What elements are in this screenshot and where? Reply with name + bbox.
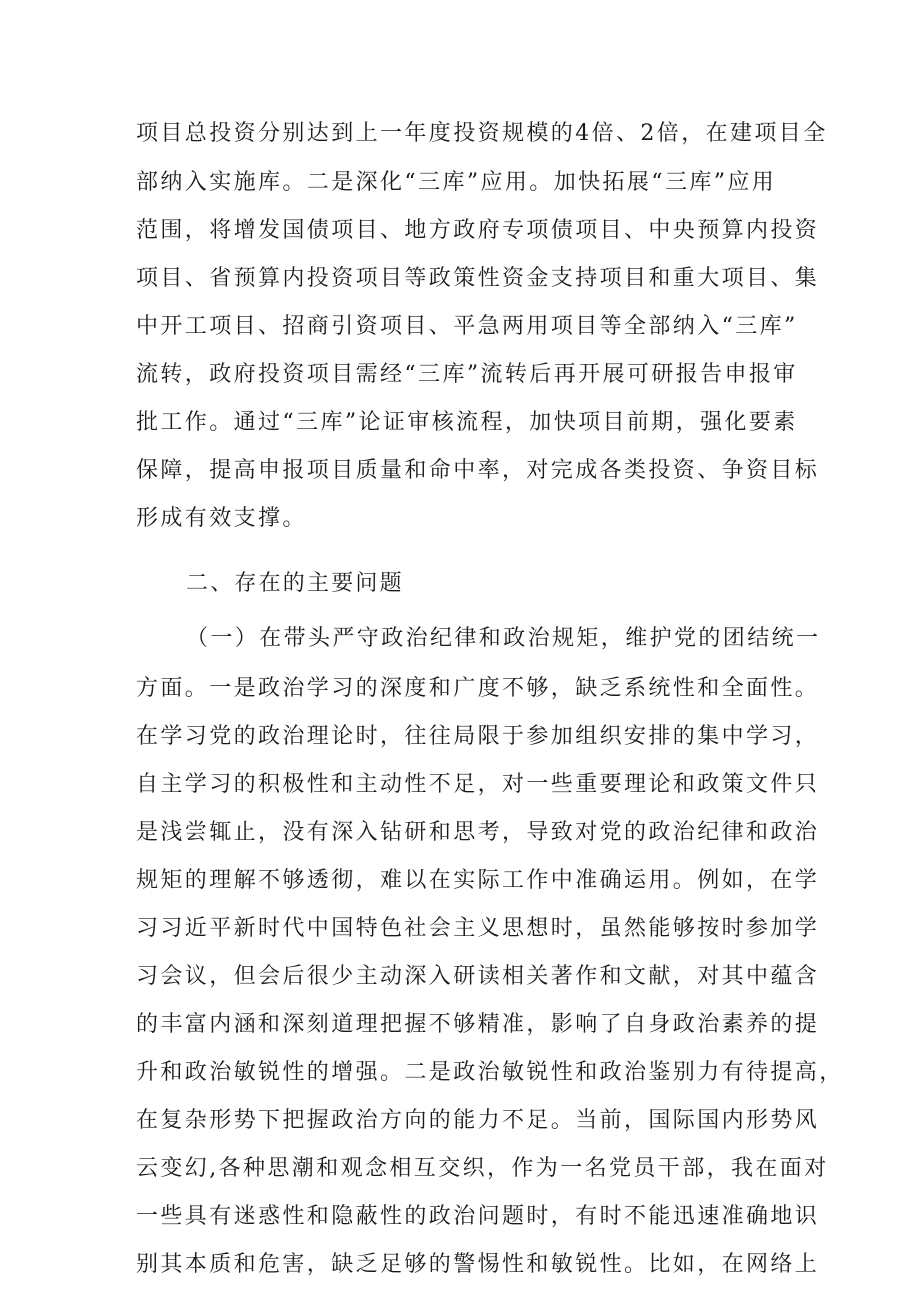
paragraph-line: 在学习党的政治理论时，往往局限于参加组织安排的集中学习， [136, 724, 820, 749]
paragraph-line: 一些具有迷惑性和隐蔽性的政治问题时，有时不能迅速准确地识 [136, 1204, 820, 1229]
paragraph-line: 升和政治敏锐性的增强。二是政治敏锐性和政治鉴别力有待提高， [136, 1060, 844, 1085]
paragraph-line: 形成有效支撑。 [136, 506, 307, 531]
paragraph-line: 保障，提高申报项目质量和命中率，对完成各类投资、争资目标 [136, 458, 820, 483]
paragraph-line: 规矩的理解不够透彻，难以在实际工作中准确运用。例如，在学 [136, 868, 820, 893]
paragraph-line: 的丰富内涵和深刻道理把握不够精准，影响了自身政治素养的提 [136, 1012, 820, 1037]
paragraph-line: 项目、省预算内投资项目等政策性资金支持项目和重大项目、集 [136, 266, 820, 291]
paragraph-line: 项目总投资分别达到上一年度投资规模的4倍、2倍，在建项目全 [136, 121, 828, 146]
paragraph-line: 批工作。通过“三库”论证审核流程，加快项目前期，强化要素 [136, 410, 798, 435]
section-heading: 二、存在的主要问题 [186, 571, 404, 596]
paragraph-line: 习会议，但会后很少主动深入研读相关著作和文献，对其中蕴含 [136, 964, 820, 989]
paragraph-line: 方面。一是政治学习的深度和广度不够，缺乏系统性和全面性。 [136, 676, 820, 701]
paragraph-line: 云变幻,各种思潮和观念相互交织，作为一名党员干部，我在面对 [136, 1156, 829, 1181]
paragraph-line: 部纳入实施库。二是深化“三库”应用。加快拓展“三库”应用 [136, 170, 777, 195]
paragraph-line: 范围，将增发国债项目、地方政府专项债项目、中央预算内投资 [136, 218, 820, 243]
paragraph-line: （一）在带头严守政治纪律和政治规矩，维护党的团结统一 [186, 626, 821, 651]
paragraph-line: 流转，政府投资项目需经“三库”流转后再开展可研报告申报审 [136, 362, 798, 387]
paragraph-line: 在复杂形势下把握政治方向的能力不足。当前，国际国内形势风 [136, 1108, 820, 1133]
paragraph-line: 中开工项目、招商引资项目、平急两用项目等全部纳入“三库” [136, 314, 798, 339]
paragraph-line: 是浅尝辄止，没有深入钻研和思考，导致对党的政治纪律和政治 [136, 820, 820, 845]
paragraph-line: 别其本质和危害，缺乏足够的警惕性和敏锐性。比如，在网络上 [136, 1252, 820, 1277]
paragraph-line: 自主学习的积极性和主动性不足，对一些重要理论和政策文件只 [136, 772, 820, 797]
paragraph-line: 习习近平新时代中国特色社会主义思想时，虽然能够按时参加学 [136, 916, 820, 941]
